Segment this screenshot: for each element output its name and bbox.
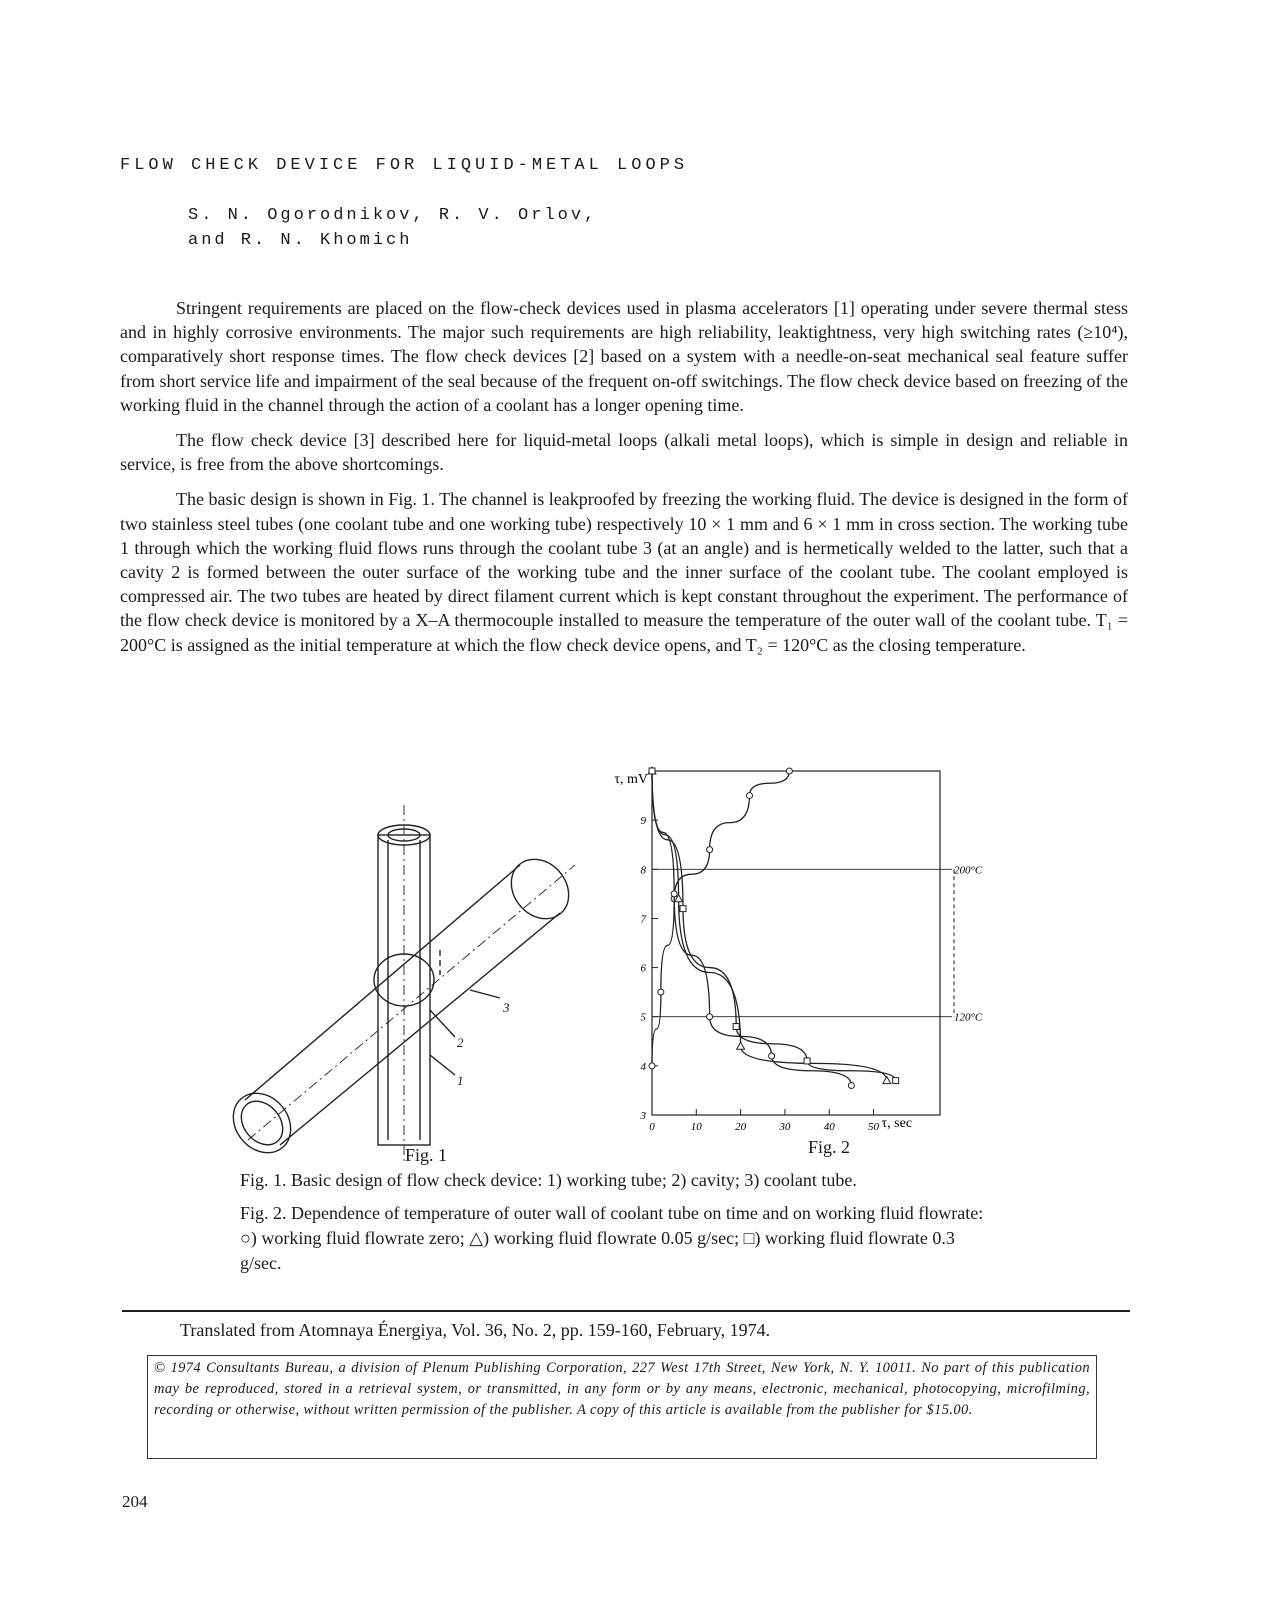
y-tick-label: 5 bbox=[640, 1011, 646, 1024]
article-title: FLOW CHECK DEVICE FOR LIQUID-METAL LOOPS bbox=[120, 156, 689, 175]
paragraph-3: The basic design is shown in Fig. 1. The channel is leakproofed by freezing the working fluid. The device is designed in the form of two stainless steel tubes (one coolant tube and one working tube) respectively 10 × 1 mm and 6 × 1 mm in cross section. The working tube 1 through which the working fluid flows runs through the coolant tube 3 (at an angle) and is hermetically welded to the latter, such that a cavity 2 is formed between the outer surface of the working tube and the inner surface of the coolant tube. The coolant employed is compressed air. The two tubes are heated by direct filament current which is kept constant throughout the experiment. The performance of the flow check device is monitored by a X–A thermocouple installed to measure the temperature of the outer wall of the coolant tube. T₁ = 200°C is assigned as the initial temperature at which the flow check device opens, and T₂ = 120°C as the closing temperature. bbox=[120, 489, 1128, 655]
y-tick-label: 8 bbox=[640, 864, 646, 877]
coolant-tube-outline bbox=[245, 865, 520, 1100]
data-point bbox=[804, 1058, 810, 1064]
data-point bbox=[883, 1077, 891, 1084]
series-line-3 bbox=[652, 771, 887, 1081]
coolant-tube-end-left bbox=[222, 1082, 303, 1164]
reference-line-label: 120°C bbox=[954, 1011, 983, 1024]
series-line-2 bbox=[652, 771, 851, 1086]
series-line-1 bbox=[652, 771, 789, 1066]
data-point bbox=[649, 768, 655, 774]
fig1-callout-3: 3 bbox=[503, 1000, 510, 1015]
data-point bbox=[848, 1083, 854, 1089]
x-axis-label: τ, sec bbox=[881, 1116, 913, 1131]
fig2-caption: Fig. 2. Dependence of temperature of outer wall of coolant tube on time and on working fluid flowrate: ○) working fluid flowrate zero; △) working fluid flowrate 0.05 g/sec; □) working fluid flowrate 0.3 g/sec. bbox=[240, 1203, 984, 1273]
data-point bbox=[733, 1024, 739, 1030]
translated-from: Translated from Atomnaya Énergiya, Vol. 36, No. 2, pp. 159-160, February, 1974. bbox=[180, 1320, 771, 1340]
reference-line-label: 200°C bbox=[954, 864, 983, 877]
authors-line-1: S. N. Ogorodnikov, R. V. Orlov, bbox=[188, 206, 598, 225]
fig1-caption: Fig. 1. Basic design of flow check device: 1) working tube; 2) cavity; 3) coolant tube. bbox=[240, 1170, 857, 1190]
fig2-chart bbox=[590, 765, 1010, 1165]
y-tick-label: 3 bbox=[640, 1110, 646, 1122]
article-body bbox=[120, 296, 1128, 668]
data-point bbox=[680, 906, 686, 912]
figures bbox=[0, 765, 1261, 1165]
y-tick-label: 7 bbox=[640, 913, 646, 926]
x-tick-label: 10 bbox=[690, 1121, 702, 1133]
fig2-label: Fig. 2 bbox=[808, 1137, 851, 1157]
y-axis-label: τ, mV bbox=[614, 772, 648, 787]
fig1-drawing bbox=[0, 765, 600, 1165]
data-point bbox=[786, 768, 792, 774]
y-tick-label: 9 bbox=[640, 815, 646, 828]
data-point bbox=[769, 1053, 775, 1059]
x-tick-label: 50 bbox=[868, 1121, 880, 1133]
data-point bbox=[649, 1063, 655, 1069]
authors-line-2: and R. N. Khomich bbox=[188, 231, 413, 250]
paragraph-2: The flow check device [3] described here for liquid-metal loops (alkali metal loops), which is simple in design and reliable in service, is free from the above shortcomings. bbox=[120, 430, 1128, 475]
x-tick-label: 40 bbox=[823, 1121, 835, 1133]
series-line-4 bbox=[652, 771, 896, 1081]
data-point bbox=[671, 891, 677, 897]
figure-captions bbox=[240, 1168, 1000, 1284]
page-number: 204 bbox=[122, 1492, 148, 1511]
footer-rule bbox=[122, 1310, 1130, 1312]
copyright-notice: © 1974 Consultants Bureau, a division of Plenum Publishing Corporation, 227 West 17th Street, New York, N. Y. 10011. No part of this publication may be reproduced, stored in a retrieval system, or transmitted, in any form or by any means, electronic, mechanical, photocopying, microfilming, recording or otherwise, without written permission of the publisher. A copy of this article is available from the publisher for $15.00. bbox=[147, 1355, 1097, 1459]
x-tick-label: 0 bbox=[649, 1121, 655, 1133]
data-point bbox=[893, 1078, 899, 1084]
data-point bbox=[707, 1014, 713, 1020]
y-tick-label: 6 bbox=[640, 962, 646, 975]
fig1-label: Fig. 1 bbox=[405, 1145, 448, 1165]
data-point bbox=[746, 793, 752, 799]
data-point bbox=[737, 1042, 745, 1049]
y-tick-label: 4 bbox=[640, 1060, 646, 1073]
paragraph-1: Stringent requirements are placed on the flow-check devices used in plasma accelerators [1] operating under severe thermal stess and in highly corrosive environments. The major such requirements are high reliability, leaktightness, very high switching rates (≥10⁴), comparatively short response times. The flow check devices [2] based on a system with a needle-on-seat mechanical seal feature suffer from short service life and impairment of the seal because of the frequent on-off switchings. The flow check device based on freezing of the working fluid in the channel through the action of a coolant has a longer opening time. bbox=[120, 298, 1128, 415]
authors bbox=[188, 203, 597, 253]
data-point bbox=[707, 847, 713, 853]
fig1-callout-1: 1 bbox=[457, 1073, 464, 1088]
x-tick-label: 30 bbox=[779, 1121, 791, 1133]
fig1-callout-2: 2 bbox=[457, 1035, 464, 1050]
data-point bbox=[658, 989, 664, 995]
x-tick-label: 20 bbox=[735, 1121, 747, 1133]
